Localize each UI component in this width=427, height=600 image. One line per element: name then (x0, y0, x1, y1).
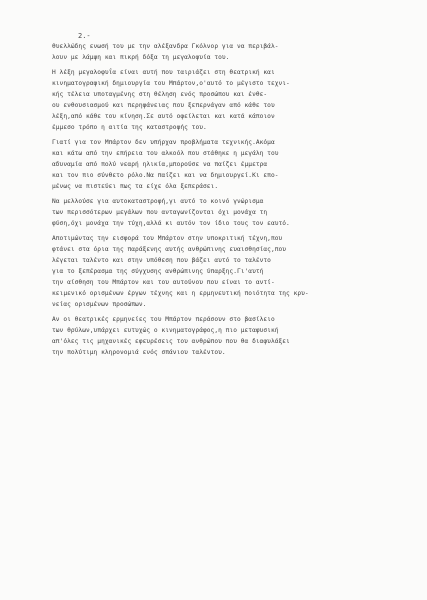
text-line: Να μελλούσε για αυτοκαταστροφή,γι αυτό το κοινό γνώρισμα (52, 198, 264, 205)
text-line: την πολύτιμη κληρονομιά ενός σπάνιου ταλέντου. (52, 349, 226, 356)
text-line: απ'όλες τις μηχανικές εφευρέσεις του ανθρώπου που θα διαφυλάξει (52, 338, 290, 345)
text-line: την αίσθηση του Μπάρτον και του αυτούνου που είναι το αντί- (52, 279, 275, 286)
text-line: κινηματογραφική δημιουργία του Μπάρτον,ο'αυτό το μέγιστο τεχνι- (52, 80, 290, 87)
text-line: αδυναμία από πολύ νεαρή ηλικία,μπορούσε να παίζει έμμετρα (52, 161, 268, 168)
text-line: μένως να πιστεύει πως τα είχε όλα ξεπεράσει. (52, 183, 219, 190)
text-line: έμμεσο τρόπο η αιτία της καταστροφής του. (52, 124, 207, 131)
text-line: ου ενθουσιασμού και περηφάνειας που ξεπερνάγαν από κάθε του (52, 102, 275, 109)
text-line: για το ξεπέρασμα της σύγχυσης ανθρώπινης ύπαρξης.Γι'αυτή (52, 268, 264, 275)
text-line: και κάτω από την επήρεια του αλκοόλ που στάθηκε η μεγάλη του (52, 150, 279, 157)
text-line: θυελλώδης ενωσή του με την αλέξανδρα Γκόλνορ για να περιβάλ- (52, 43, 279, 50)
paragraph (52, 67, 412, 133)
text-line: και τον πιο σύνθετο ρόλο.Να παίζει και να δημιουργεί.Κι επο- (52, 172, 279, 179)
text-line: κειμενικό ορισμένων έργων τέχνης και η ερμηνευτική ποιότητα της κρυ- (52, 290, 309, 297)
paragraph (52, 41, 412, 63)
document-body (52, 41, 412, 358)
text-line: Αποτιμώντας την εισφορά του Μπάρτον στην υποκριτική τέχνη,που (52, 235, 283, 242)
text-line: των θρύλων,υπάρχει ευτυχώς ο κινηματογράφος,η πιο μεταφυσική (52, 327, 279, 334)
text-line: νείας ορισμένων προσώπων. (52, 301, 147, 308)
paragraph (52, 137, 412, 192)
text-line: λέγεται ταλέντο και στην υπόθεση που βάζει αυτό το ταλέντο (52, 257, 271, 264)
text-line: λέξη,από κάθε του κίνηση.Σε αυτό οφείλεται και κατά κάποιον (52, 113, 275, 120)
text-line: Η λέξη μεγαλοφυΐα είναι αυτή που ταιριάζει στη θεατρική και (52, 69, 275, 76)
paragraph (52, 233, 412, 310)
text-line: φύση,όχι μονάχα την τύχη,αλλά κι αυτόν τον ίδιο τους τον εαυτό. (52, 220, 290, 227)
text-line: Γιατί για τον Μπάρτον δεν υπήρχαν προβλήματα τεχνικής.Ακόμα (52, 139, 275, 146)
text-line: των περισσότερων μεγάλων που ανταγωνίζονται όχι μονάχα τη (52, 209, 268, 216)
paragraph (52, 196, 412, 229)
text-line: λουν με λάμψη και πικρή δόξα τη μεγαλοφυία του. (52, 54, 230, 61)
page-number: 2.- (78, 32, 91, 40)
paragraph (52, 314, 412, 358)
text-line: φτάνει στα όρια της παράξενης αυτής ανθρώπινης ευαισθησίας,που (52, 246, 287, 253)
text-line: κής τέλεια υποταγμένης στη θέληση ενός προσώπου και ένθε- (52, 91, 268, 98)
text-line: Αν οι θεατρικές ερμηνείες του Μπάρτον περάσουν στο βασίλειο (52, 316, 275, 323)
